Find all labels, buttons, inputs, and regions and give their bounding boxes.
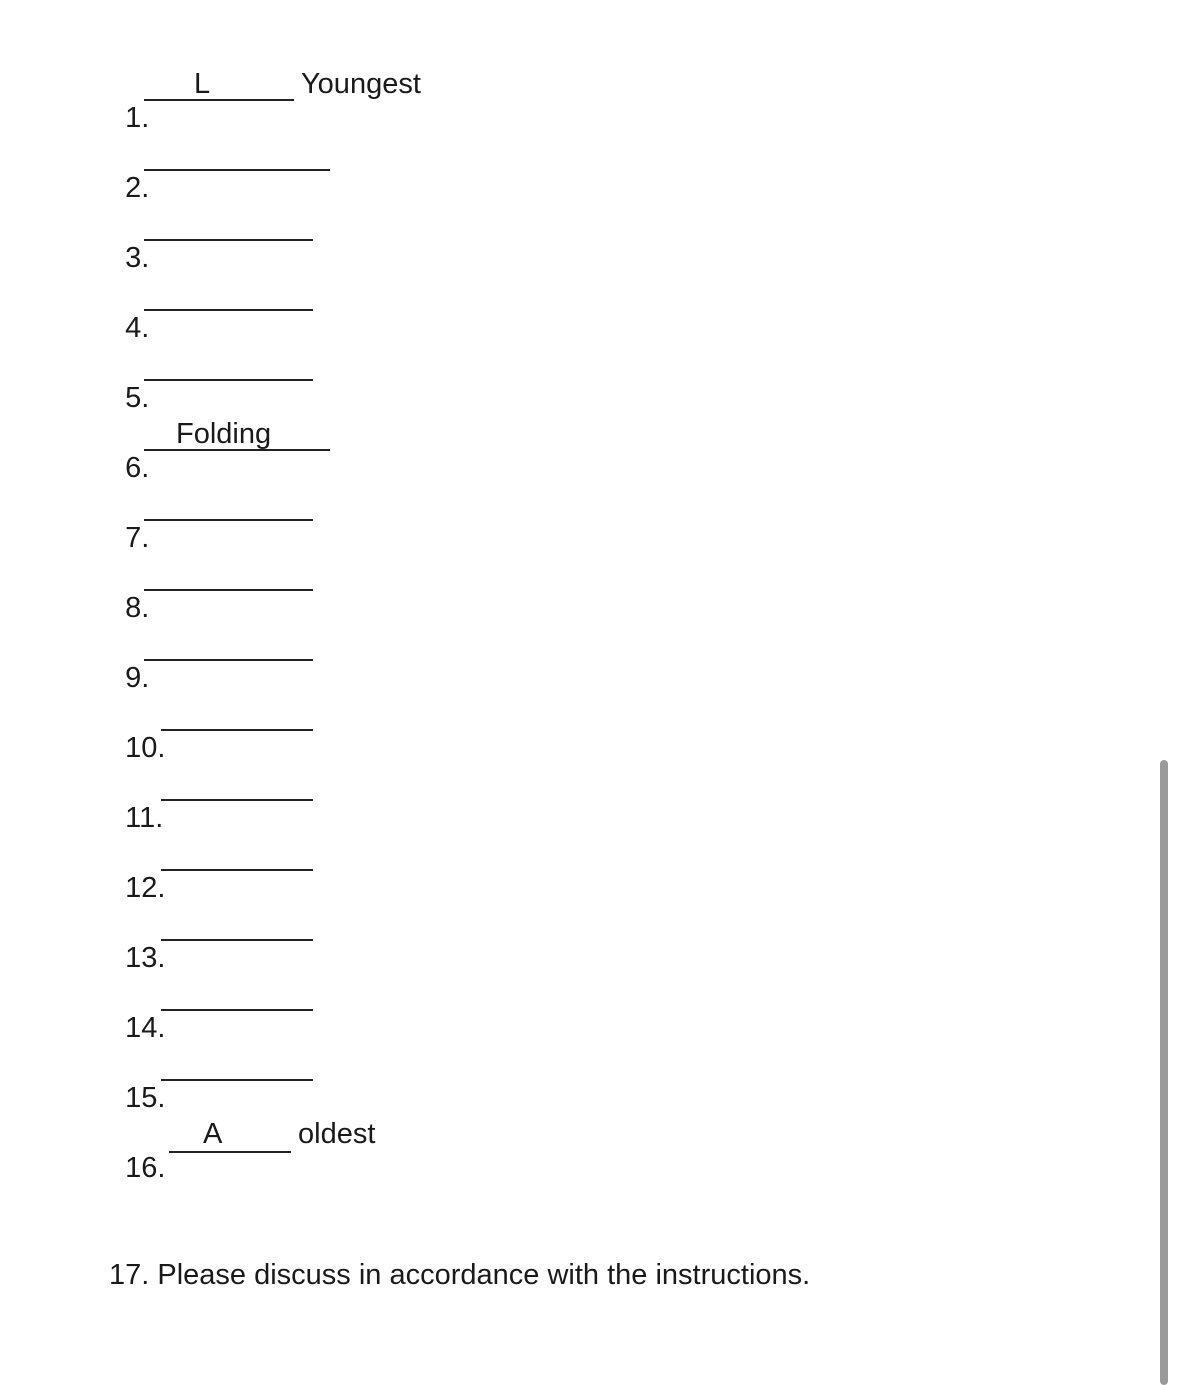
answer-blank[interactable] — [169, 1151, 291, 1153]
item-number: 4. — [125, 312, 150, 344]
vertical-scrollbar[interactable] — [1160, 760, 1168, 1385]
item-number: 15. — [125, 1082, 166, 1114]
item-number: 10. — [125, 732, 166, 764]
item-number: 11. — [125, 802, 164, 834]
answer-text: Folding — [176, 418, 272, 450]
answer-blank[interactable] — [161, 1009, 313, 1011]
answer-blank[interactable] — [161, 799, 313, 801]
item-suffix: oldest — [298, 1118, 376, 1150]
answer-blank[interactable] — [144, 659, 313, 661]
item-number: 12. — [125, 872, 166, 904]
list-item — [109, 1047, 165, 1115]
item-number: 9. — [125, 662, 150, 694]
item-number: 6. — [125, 452, 150, 484]
list-item — [109, 907, 165, 975]
item-suffix: Youngest — [301, 68, 421, 100]
answer-blank[interactable] — [144, 519, 313, 521]
list-item — [109, 557, 149, 625]
answer-blank[interactable] — [161, 1079, 313, 1081]
item-number: 7. — [125, 522, 150, 554]
list-item — [109, 837, 165, 905]
answer-blank[interactable] — [161, 869, 313, 871]
list-item — [109, 417, 149, 485]
answer-blank[interactable] — [144, 589, 313, 591]
list-item — [109, 67, 149, 135]
list-item — [109, 207, 149, 275]
item-number: 3. — [125, 242, 150, 274]
list-item — [109, 767, 163, 835]
list-item — [109, 277, 149, 345]
answer-text: A — [203, 1118, 223, 1150]
item-number: 14. — [125, 1012, 166, 1044]
answer-blank[interactable] — [144, 169, 330, 171]
answer-blank[interactable] — [161, 729, 313, 731]
item-number: 8. — [125, 592, 150, 624]
discussion-prompt: 17. Please discuss in accordance with the instructions. — [109, 1259, 811, 1291]
item-number: 1. — [125, 102, 150, 134]
answer-blank[interactable] — [144, 239, 313, 241]
item-number: 2. — [125, 172, 150, 204]
answer-blank[interactable] — [161, 939, 313, 941]
answer-blank[interactable] — [144, 99, 294, 101]
item-number: 5. — [125, 382, 150, 414]
list-item — [109, 487, 149, 555]
item-number: 16. — [125, 1152, 166, 1184]
answer-blank[interactable] — [144, 379, 313, 381]
list-item — [109, 627, 149, 695]
list-item — [109, 1117, 165, 1185]
answer-text: L — [194, 68, 211, 100]
list-item — [109, 697, 165, 765]
list-item — [109, 137, 149, 205]
item-number: 13. — [125, 942, 166, 974]
answer-blank[interactable] — [144, 309, 313, 311]
list-item — [109, 347, 149, 415]
list-item — [109, 977, 165, 1045]
